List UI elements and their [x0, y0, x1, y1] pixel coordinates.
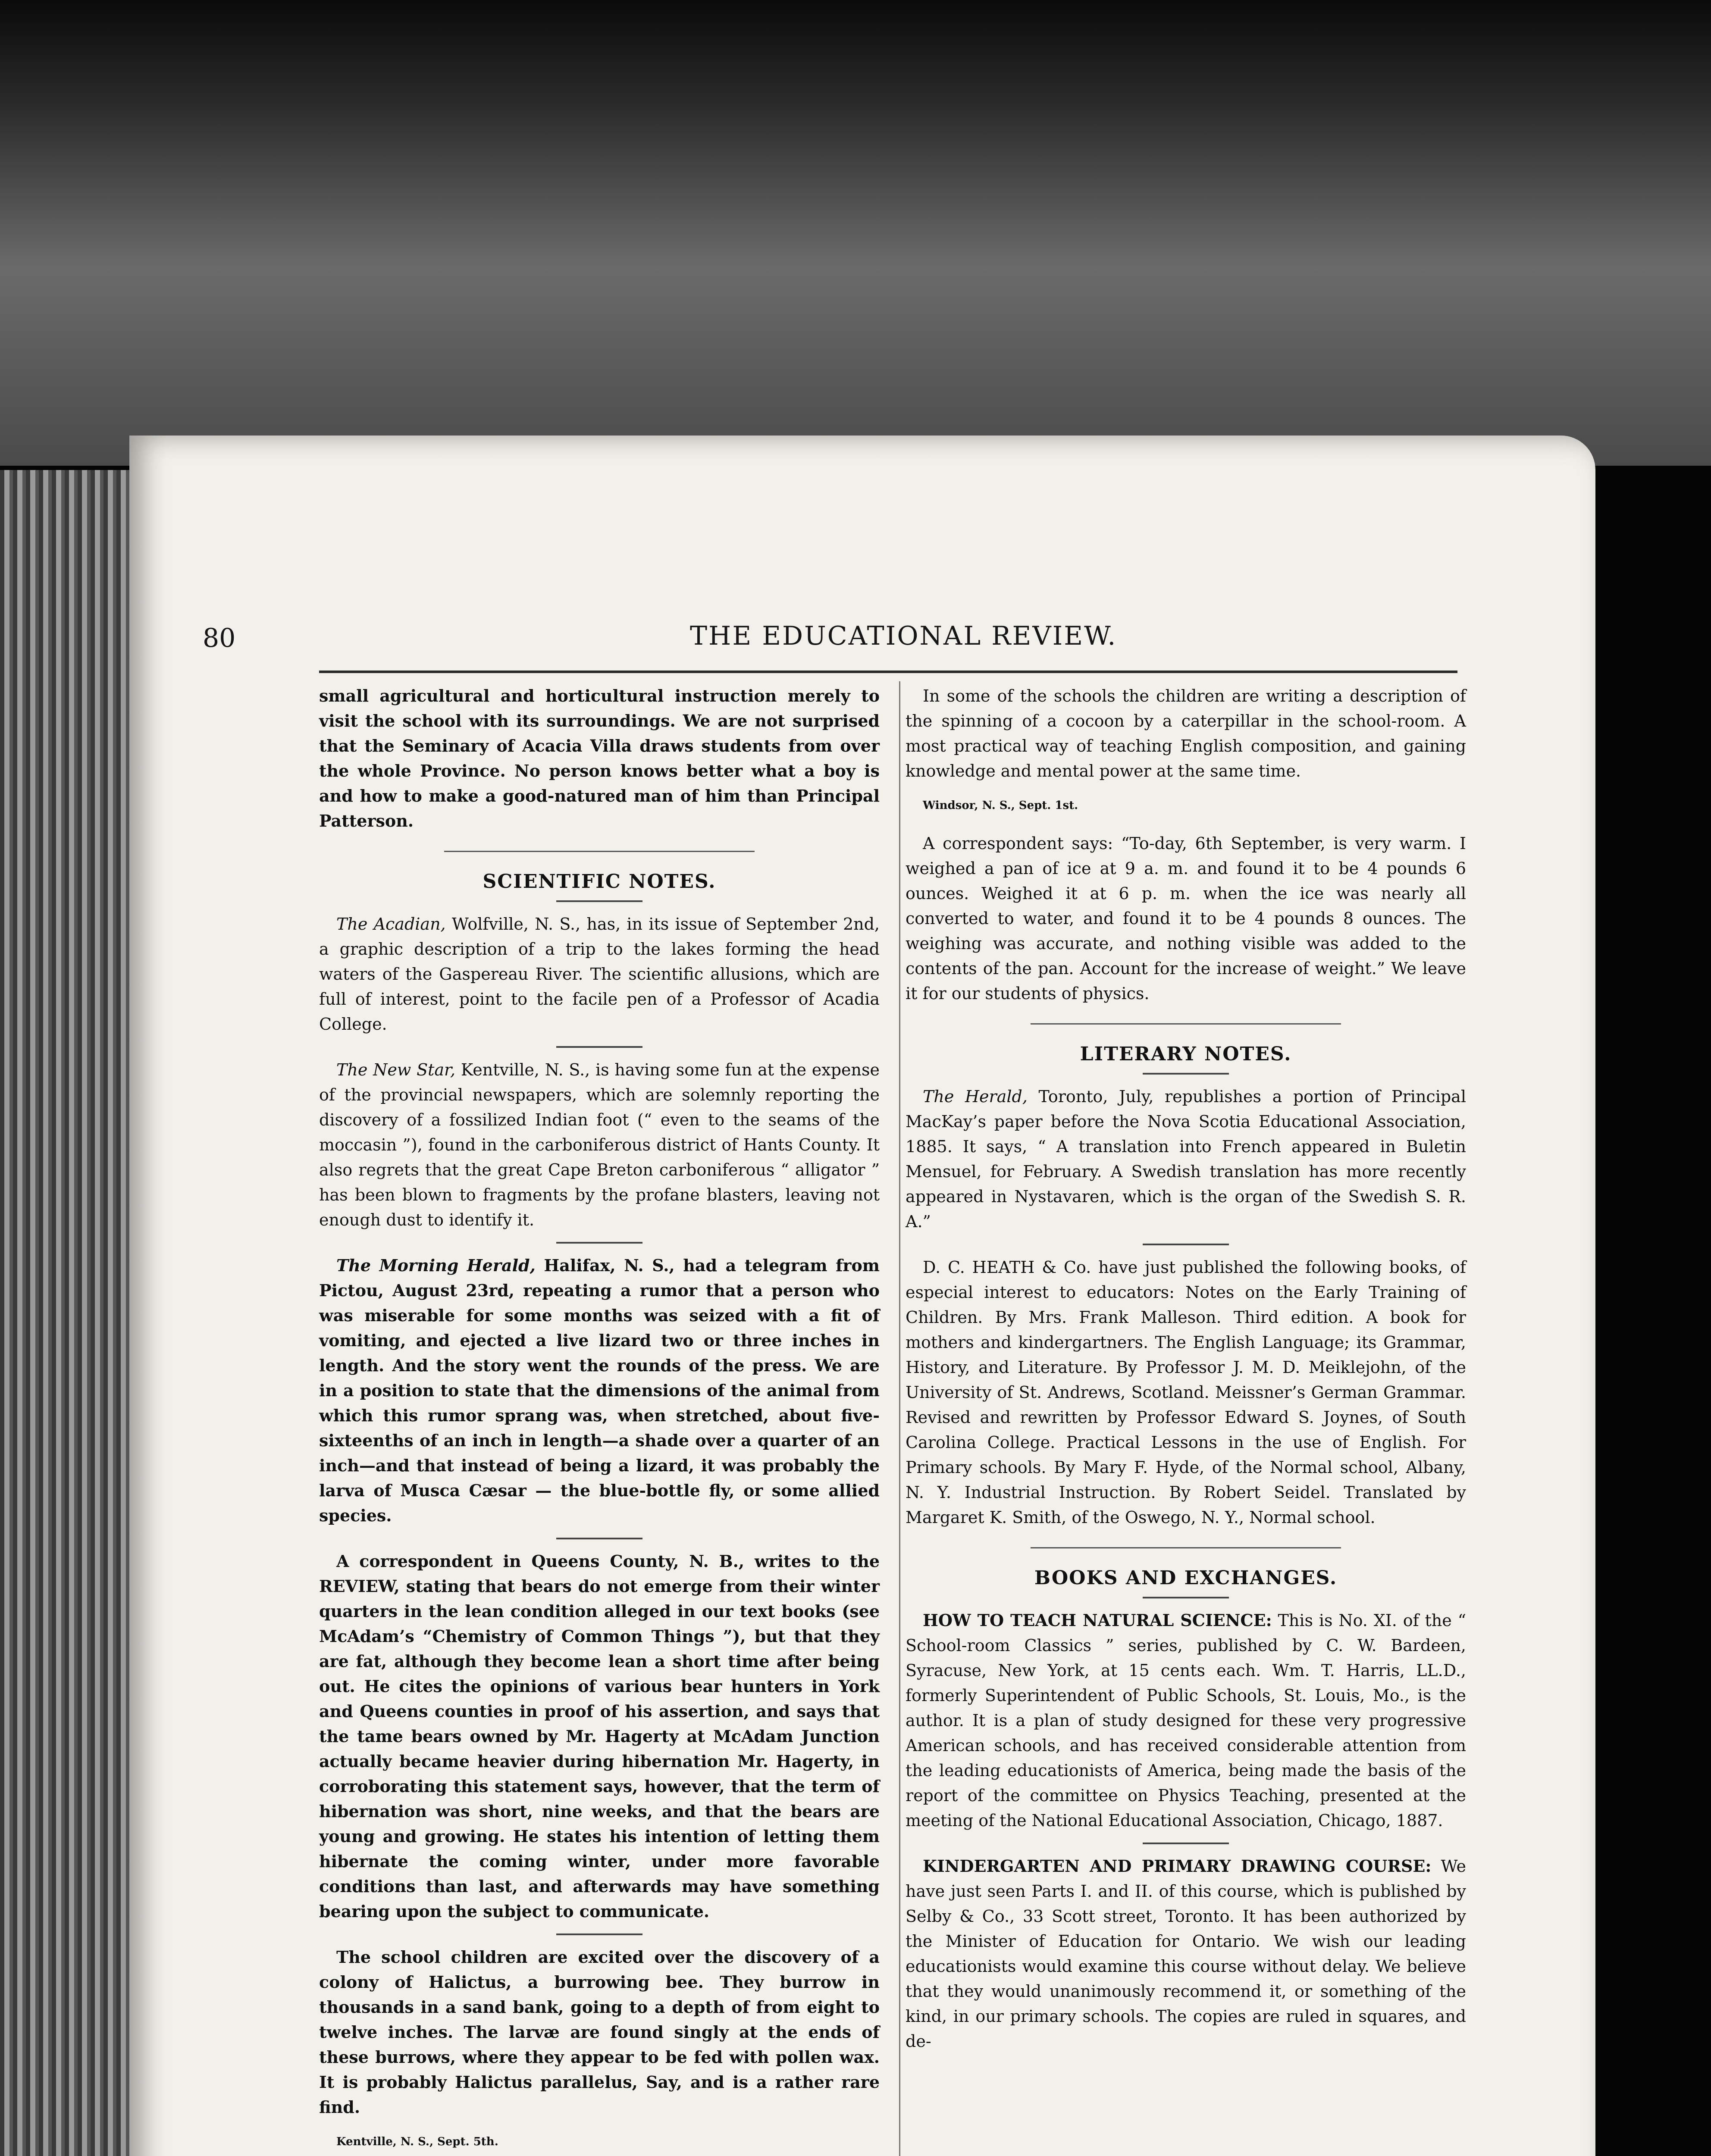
scientific-notes-heading: SCIENTIFIC NOTES.: [483, 871, 716, 893]
column-divider: [899, 681, 900, 2156]
note-acadian: [319, 912, 880, 1037]
right-column: [906, 683, 1466, 2063]
page-edges: [0, 470, 138, 2156]
note-rule: [1143, 1843, 1229, 1844]
note-halictus: The school children are excited over the discovery of a colony of Halictus, a burrowing bee. They burrow in thousands in a sand bank, going to a depth of from eight to twelve inches. The larvæ are found singly at the ends of these burrows, where they appear to be fed with pollen wax. It is probably Halictus parallelus, Say, and is a rather rare find.: [319, 1947, 880, 2117]
note-morning-herald-lead: The Morning Herald,: [336, 1256, 536, 1275]
note-ice-weight: A correspondent says: “To-day, 6th September, is very warm. I weighed a pan of ice at 9 a. m. and found it to be 4 pounds 6 ounces. Weighed it at 6 p. m. when the ice was nearly all converted to water, and found it to be 4 pounds 8 ounces. The weighing was accurate, and nothing visible was added to the contents of the pan. Account for the increase of weight.” We leave it for our students of physics.: [906, 834, 1466, 1003]
literary-notes-heading: LITERARY NOTES.: [1080, 1043, 1292, 1065]
note-new-star: [319, 1057, 880, 1232]
book-natural-science-body: This is No. XI. of the “ School-room Classics ” series, published by C. W. Bardeen, Syracuse, New York, at 15 cents each. Wm. T. Harris, LL.D., formerly Superintendent of Public Schools, St. Louis, Mo., is the author. It is a plan of study designed for these very progressive American schools, and has received considerable attention from the leading educationists of America, being made the basis of the report of the committee on Physics Teaching, presented at the meeting of the National Educational Association, Chicago, 1887.: [906, 1611, 1466, 1830]
book-natural-science-lead: HOW TO TEACH NATURAL SCIENCE:: [923, 1611, 1272, 1630]
header-rule: [319, 671, 1457, 673]
lit-herald-lead: The Herald,: [923, 1087, 1028, 1106]
scan-background: [0, 0, 1711, 466]
note-morning-herald: [319, 1253, 880, 1528]
heading-rule: [1143, 1073, 1229, 1075]
book-drawing-course: [906, 1854, 1466, 2054]
left-column: [319, 683, 880, 2156]
note-rule: [556, 1538, 642, 1539]
note-rule: [556, 1242, 642, 1244]
note-bears: A correspondent in Queens County, N. B., writes to the REVIEW, stating that bears do not emerge from their winter quarters in the lean condition alleged in our text books (see McAdam’s “Chemistry of Common Things ”), but that they are fat, although they become lean a short time after being out. He cites the opinions of various bear hunters in York and Queens counties in proof of his assertion, and says that the tame bears owned by Mr. Hagerty at McAdam Junction actually became heavier during hibernation Mr. Hagerty, in corroborating this statement says, however, that the term of hibernation was short, nine weeks, and that the bears are young and growing. He states his intention of letting them hibernate the coming winter, under more favorable conditions than last, and afterwards may have something bearing upon the subject to communicate.: [319, 1551, 880, 1921]
note-rule: [556, 1934, 642, 1935]
dateline-kentville: Kentville, N. S., Sept. 5th.: [336, 2135, 498, 2148]
heading-rule: [556, 900, 642, 902]
note-acadian-body: Wolfville, N. S., has, in its issue of September 2nd, a graphic description of a trip to the lakes forming the head waters of the Gaspereau River. The scientific allusions, which are full of interest, point to the facile pen of a Professor of Acadia College.: [319, 915, 880, 1034]
book-natural-science: [906, 1608, 1466, 1833]
note-cocoon: In some of the schools the children are writing a description of the spinning of a cocoon by a caterpillar in the school-room. A most practical way of teaching English composition, and gaining knowledge and mental power at the same time.: [906, 686, 1466, 780]
note-rule: [1143, 1244, 1229, 1245]
section-rule: [1031, 1023, 1341, 1025]
heading-rule: [1143, 1597, 1229, 1598]
book-drawing-course-lead: KINDERGARTEN AND PRIMARY DRAWING COURSE:: [923, 1856, 1432, 1876]
book-drawing-course-body: We have just seen Parts I. and II. of this course, which is published by Selby & Co., 33 Scott street, Toronto. It has been authorized by the Minister of Education for Ontario. We wish our leading educationists would examine this course without delay. We believe that they would unanimously recommend it, or something of the kind, in our primary schools. The copies are ruled in squares, and de-: [906, 1857, 1466, 2051]
section-rule: [444, 851, 755, 852]
note-acadian-lead: The Acadian,: [336, 915, 446, 934]
lit-herald-body: Toronto, July, republishes a portion of Principal MacKay’s paper before the Nova Scotia Educational Association, 1885. It says, “ A translation into French appeared in Buletin Mensuel, for February. A Swedish translation has more recently appeared in Nystavaren, which is the organ of the Swedish S. R. A.”: [906, 1087, 1466, 1231]
dateline-windsor: Windsor, N. S., Sept. 1st.: [923, 799, 1078, 812]
books-exchanges-heading: BOOKS AND EXCHANGES.: [1034, 1567, 1338, 1589]
section-rule: [1031, 1547, 1341, 1548]
note-new-star-lead: The New Star,: [336, 1060, 456, 1079]
note-rule: [556, 1046, 642, 1048]
page-number: 80: [203, 623, 236, 653]
running-head: THE EDUCATIONAL REVIEW.: [690, 621, 1117, 651]
lit-herald: [906, 1084, 1466, 1234]
lit-heath: D. C. HEATH & Co. have just published the following books, of especial interest to educators: Notes on the Early Training of Children. By Mrs. Frank Malleson. Third edition. A book for mothers and kindergartners. The English Language; its Grammar, History, and Literature. By Professor J. M. D. Meiklejohn, of the University of St. Andrews, Scotland. Meissner’s German Grammar. Revised and rewritten by Professor Edward S. Joynes, of South Carolina College. Practical Lessons in the use of English. For Primary schools. By Mary F. Hyde, of the Normal school, Albany, N. Y. Industrial Instruction. By Robert Seidel. Translated by Margaret K. Smith, of the Oswego, N. Y., Normal school.: [906, 1258, 1466, 1527]
intro-paragraph: small agricultural and horticultural instruction merely to visit the school with its surroundings. We are not surprised that the Seminary of Acacia Villa draws students from over the whole Province. No person knows better what a boy is and how to make a good-natured man of him than Principal Patterson.: [319, 686, 880, 830]
note-morning-herald-body: Halifax, N. S., had a telegram from Pictou, August 23rd, repeating a rumor that a person who was miserable for some months was seized with a fit of vomiting, and ejected a live lizard two or three inches in length. And the story went the rounds of the press. We are in a position to state that the dimensions of the animal from which this rumor sprang was, when stretched, about five-sixteenths of an inch in length—a shade over a quarter of an inch—and that instead of being a lizard, it was probably the larva of Musca Cæsar — the blue-bottle fly, or some allied species.: [319, 1256, 880, 1525]
note-new-star-body: Kentville, N. S., is having some fun at the expense of the provincial newspapers, which are solemnly reporting the discovery of a fossilized Indian foot (“ even to the seams of the moccasin ”), found in the carboniferous district of Hants County. It also regrets that the great Cape Breton carboniferous “ alligator ” has been blown to fragments by the profane blasters, leaving not enough dust to identify it.: [319, 1060, 880, 1229]
